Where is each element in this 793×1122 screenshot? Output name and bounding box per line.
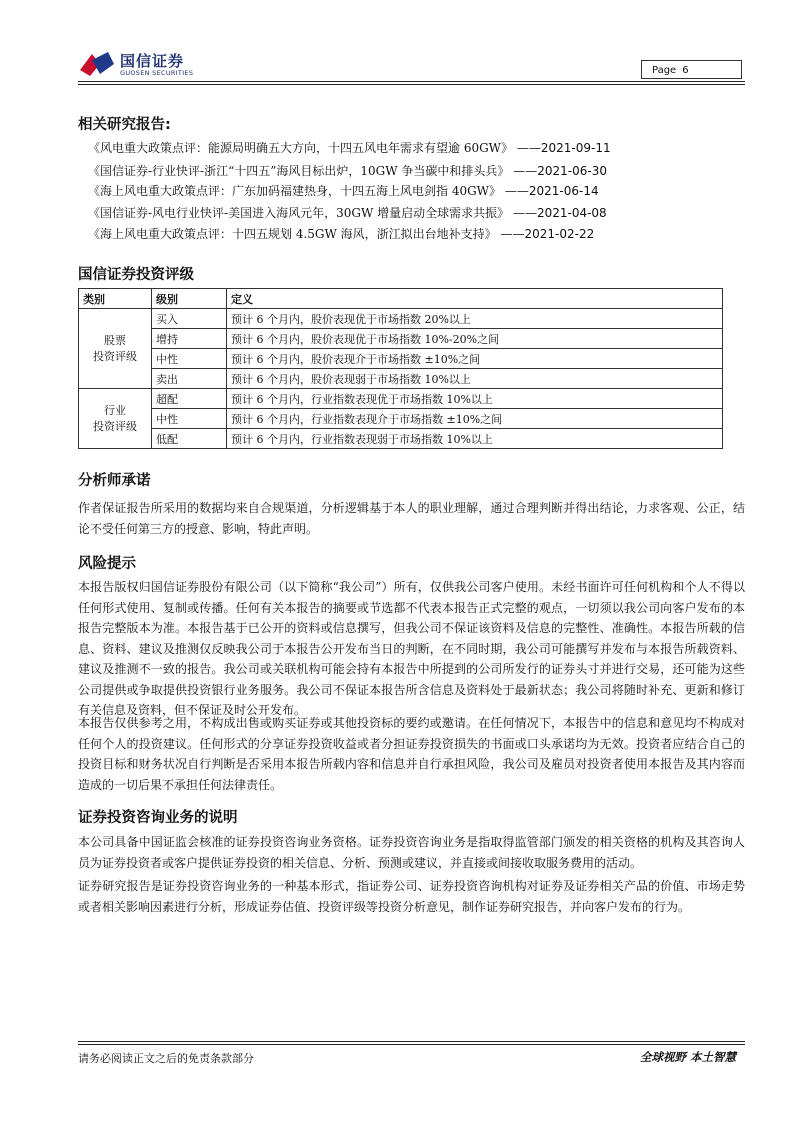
category-line: 行业 <box>104 403 126 417</box>
analyst-text: 作者保证报告所采用的数据均来自合规渠道，分析逻辑基于本人的职业理解，通过合理判断并得出结论，力求客观、公正，结论不受任何第三方的授意、影响，特此声明。 <box>78 501 745 536</box>
category-line: 股票 <box>104 333 126 347</box>
report-sep: —— <box>512 206 537 220</box>
header-rule-thin <box>78 84 745 85</box>
table-row <box>79 409 723 429</box>
table-row <box>79 389 723 409</box>
industry-rating-category <box>79 389 152 449</box>
report-date: 2021-06-30 <box>537 164 607 178</box>
rating-level: 中性 <box>152 349 227 369</box>
consult-paragraph-1: 本公司具备中国证监会核准的证券投资咨询业务资格。证券投资咨询业务是指取得监管部门颁发的相关资格的机构及其咨询人员为证券投资者或客户提供证券投资的相关信息、分析、预测或建议，并直接或间接收取服务费用的活动。 <box>78 835 745 870</box>
risk-paragraph-2: 本报告仅供参考之用，不构成出售或购买证券或其他投资标的要约或邀请。在任何情况下，本报告中的信息和意见均不构成对任何个人的投资建议。任何形式的分享证券投资收益或者分担证券投资损失的书面或口头承诺均为无效。投资者应结合自己的投资目标和财务状况自行判断是否采用本报告所载内容和信息并自行承担风险，我公司及雇员对投资者使用本报告及其内容而造成的一切后果不承担任何法律责任。 <box>78 716 745 792</box>
report-title: 《风电重大政策点评：能源局明确五大方向，十四五风电年需求有望逾 60GW》 <box>88 141 514 155</box>
rating-definition: 预计 6 个月内，股价表现介于市场指数 ±10%之间 <box>227 349 723 369</box>
report-date: 2021-06-14 <box>528 184 599 198</box>
header-definition: 定义 <box>227 289 723 309</box>
footer-rule-thin <box>78 1041 745 1042</box>
report-sep: —— <box>513 164 538 178</box>
report-sep: —— <box>500 227 525 241</box>
related-report-2[interactable] <box>88 162 607 179</box>
table-row <box>79 429 723 449</box>
related-report-3[interactable] <box>88 182 599 199</box>
table-row <box>79 329 723 349</box>
rating-title: 国信证券投资评级 <box>78 267 194 283</box>
footer-rule <box>78 1044 745 1045</box>
report-title: 《海上风电重大政策点评：十四五规划 4.5GW 海风，浙江拟出台地补支持》 <box>88 227 497 241</box>
header-category: 类别 <box>79 289 152 309</box>
rating-level: 买入 <box>152 309 227 329</box>
page-number: 6 <box>682 65 689 76</box>
rating-definition: 预计 6 个月内，行业指数表现弱于市场指数 10%以上 <box>227 429 723 449</box>
report-sep: —— <box>516 141 541 155</box>
guosen-logo-icon <box>78 50 118 78</box>
risk-paragraph-1: 本报告版权归国信证券股份有限公司（以下简称“我公司”）所有，仅供我公司客户使用。未经书面许可任何机构和个人不得以任何形式使用、复制或传播。任何有关本报告的摘要或节选都不代表本报告正式完整的观点，一切须以我公司向客户发布的本报告完整版本为准。本报告基于已公开的资料或信息撰写，但我公司不保证该资料及信息的完整性、准确性。本报告所载的信息、资料、建议及推测仅反映我公司于本报告公开发布当日的判断，在不同时期，我公司可能撰写并发布与本报告所载资料、建议及推测不一致的报告。我公司或关联机构可能会持有本报告中所提到的公司所发行的证券头寸并进行交易，还可能为这些公司提供或争取提供投资银行业务服务。我公司不保证本报告所含信息及资料处于最新状态；我公司将随时补充、更新和修订有关信息及资料，但不保证及时公开发布。 <box>78 580 745 717</box>
related-report-5[interactable] <box>88 225 594 242</box>
footer-slogan: 全球视野 本土智慧 <box>640 1050 737 1064</box>
category-line: 投资评级 <box>93 419 137 433</box>
rating-level: 增持 <box>152 329 227 349</box>
risk-title: 风险提示 <box>78 556 136 572</box>
logo-cn-text: 国信证券 <box>120 52 185 70</box>
rating-definition: 预计 6 个月内，股价表现弱于市场指数 10%以上 <box>227 369 723 389</box>
rating-definition: 预计 6 个月内，行业指数表现优于市场指数 10%以上 <box>227 389 723 409</box>
header-level: 级别 <box>152 289 227 309</box>
report-title: 《海上风电重大政策点评：广东加码福建热身，十四五海上风电剑指 40GW》 <box>88 184 502 198</box>
related-report-4[interactable] <box>88 204 607 221</box>
page-label: Page <box>652 65 677 76</box>
rating-definition: 预计 6 个月内，股价表现优于市场指数 10%-20%之间 <box>227 329 723 349</box>
consult-paragraph-2: 证券研究报告是证券投资咨询业务的一种基本形式，指证券公司、证券投资咨询机构对证券及证券相关产品的价值、市场走势或者相关影响因素进行分析，形成证券估值、投资评级等投资分析意见，制作证券研究报告，并向客户发布的行为。 <box>78 879 745 914</box>
stock-rating-category <box>79 309 152 389</box>
report-date: 2021-09-11 <box>540 141 611 155</box>
rating-level: 低配 <box>152 429 227 449</box>
rating-level: 中性 <box>152 409 227 429</box>
rating-level: 超配 <box>152 389 227 409</box>
table-row <box>79 309 723 329</box>
analyst-title: 分析师承诺 <box>78 473 151 489</box>
report-title: 《国信证券-风电行业快评-美国进入海风元年，30GW 增量启动全球需求共振》 <box>88 206 510 220</box>
related-report-1[interactable] <box>88 139 611 156</box>
report-title: 《国信证券-行业快评-浙江“十四五”海风目标出炉，10GW 争当碳中和排头兵》 <box>88 164 510 178</box>
report-date: 2021-02-22 <box>524 227 595 241</box>
category-line: 投资评级 <box>93 349 137 363</box>
rating-definition: 预计 6 个月内，行业指数表现介于市场指数 ±10%之间 <box>227 409 723 429</box>
related-reports-title: 相关研究报告: <box>78 117 171 133</box>
header-rule <box>78 81 745 82</box>
footer-disclaimer: 请务必阅读正文之后的免责条款部分 <box>78 1052 254 1065</box>
report-sep: —— <box>504 184 529 198</box>
logo-en-text: GUOSEN SECURITIES <box>120 69 194 77</box>
company-logo <box>78 48 198 80</box>
rating-definition: 预计 6 个月内，股价表现优于市场指数 20%以上 <box>227 309 723 329</box>
rating-level: 卖出 <box>152 369 227 389</box>
table-row <box>79 349 723 369</box>
consult-title: 证券投资咨询业务的说明 <box>78 810 238 826</box>
table-row <box>79 369 723 389</box>
table-header-row <box>79 289 723 309</box>
page-indicator <box>641 60 742 79</box>
report-date: 2021-04-08 <box>536 206 607 220</box>
rating-table <box>78 288 723 449</box>
